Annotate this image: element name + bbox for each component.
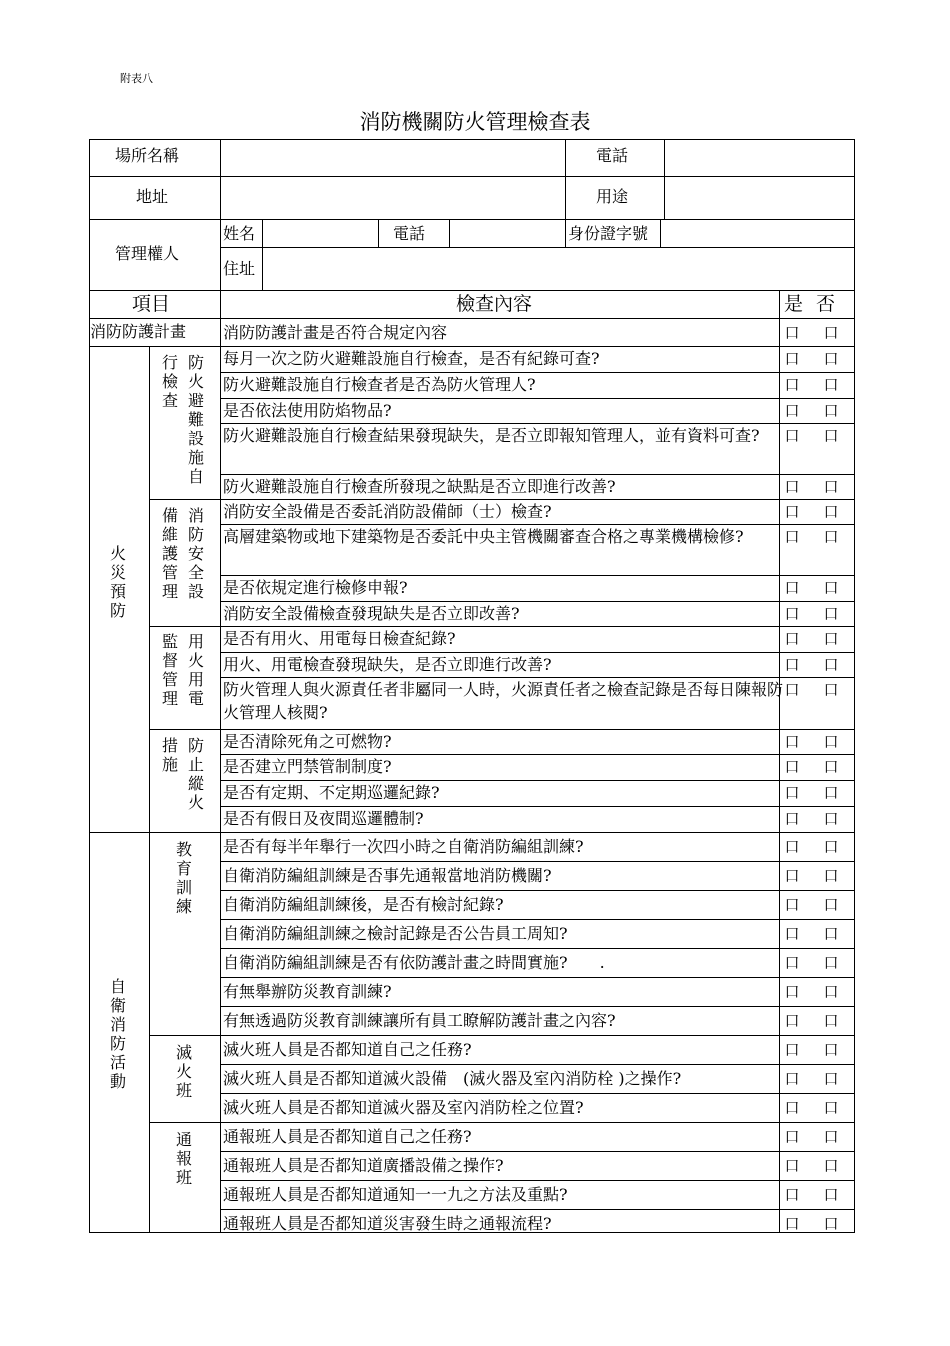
group-label: 班 xyxy=(175,1168,192,1187)
yes-checkbox: 口 xyxy=(784,503,800,521)
yes-checkbox: 口 xyxy=(784,1128,800,1146)
group-label: 管 xyxy=(161,563,178,582)
yes-checkbox: 口 xyxy=(784,605,800,623)
group-label: 理 xyxy=(161,689,178,708)
group-label: 難 xyxy=(187,410,204,429)
question-text: 防火避難設施自行檢查者是否為防火管理人? xyxy=(223,375,536,394)
group-label: 滅 xyxy=(175,1043,192,1062)
question-text: 通報班人員是否都知道災害發生時之通報流程? xyxy=(223,1214,552,1233)
no-checkbox: 口 xyxy=(823,681,839,699)
question-text: 高層建築物或地下建築物是否委託中央主管機關審查合格之專業機構檢修? xyxy=(223,527,744,546)
question-text: 有無透過防災教育訓練讓所有員工瞭解防護計畫之內容? xyxy=(223,1011,616,1030)
question-text: 滅火班人員是否都知道滅火器及室內消防栓之位置? xyxy=(223,1098,584,1117)
rule-line xyxy=(89,318,855,319)
question-text: 自衛消防編組訓練之檢討記錄是否公告員工周知? xyxy=(223,924,568,943)
yes-checkbox: 口 xyxy=(784,656,800,674)
yes-checkbox: 口 xyxy=(784,478,800,496)
group-label: 防 xyxy=(187,525,204,544)
yes-checkbox: 口 xyxy=(784,528,800,546)
group-label: 理 xyxy=(161,582,178,601)
no-checkbox: 口 xyxy=(823,1012,839,1030)
group-label: 火 xyxy=(187,372,204,391)
no-checkbox: 口 xyxy=(823,1128,839,1146)
rule-line xyxy=(149,1035,220,1036)
column-line xyxy=(449,219,450,247)
label-residence: 住址 xyxy=(223,259,256,278)
yes-checkbox: 口 xyxy=(784,427,800,445)
yes-checkbox: 口 xyxy=(784,925,800,943)
column-line xyxy=(262,219,263,290)
section-label-self-defense: 自 xyxy=(109,977,126,996)
no-checkbox: 口 xyxy=(823,784,839,802)
yes-checkbox: 口 xyxy=(784,1012,800,1030)
label-place-name: 場所名稱 xyxy=(115,146,180,165)
no-checkbox: 口 xyxy=(823,579,839,597)
no-checkbox: 口 xyxy=(823,1157,839,1175)
group-label: 育 xyxy=(175,859,192,878)
question-text: 防火管理人與火源責任者非屬同一人時，火源責任者之檢查記錄是否每日陳報防 xyxy=(223,680,784,699)
yes-checkbox: 口 xyxy=(784,630,800,648)
no-checkbox: 口 xyxy=(823,350,839,368)
group-label: 督 xyxy=(161,651,178,670)
section-label-self-defense: 活 xyxy=(109,1053,126,1072)
yes-checkbox: 口 xyxy=(784,838,800,856)
rule-line xyxy=(220,1209,855,1210)
question-text: 自衛消防編組訓練是否有依防護計畫之時間實施? . xyxy=(223,953,605,972)
no-checkbox: 口 xyxy=(823,1099,839,1117)
column-line xyxy=(779,290,780,1233)
no-checkbox: 口 xyxy=(823,324,839,342)
no-checkbox: 口 xyxy=(823,758,839,776)
section-label-self-defense: 消 xyxy=(109,1015,126,1034)
group-label: 檢 xyxy=(161,372,178,391)
yes-checkbox: 口 xyxy=(784,867,800,885)
rule-line xyxy=(220,1180,855,1181)
question-text: 消防安全設備是否委託消防設備師（士）檢查? xyxy=(223,502,552,521)
yes-checkbox: 口 xyxy=(784,810,800,828)
no-checkbox: 口 xyxy=(823,656,839,674)
question-text: 火管理人核閱? xyxy=(223,703,328,722)
label-phone: 電話 xyxy=(596,146,629,165)
yes-checkbox: 口 xyxy=(784,1215,800,1233)
rule-line xyxy=(149,626,220,627)
yes-checkbox: 口 xyxy=(784,1041,800,1059)
no-checkbox: 口 xyxy=(823,630,839,648)
rule-line xyxy=(149,1122,220,1123)
yes-checkbox: 口 xyxy=(784,681,800,699)
group-label: 通 xyxy=(175,1130,192,1149)
no-checkbox: 口 xyxy=(823,925,839,943)
question-text: 自衛消防編組訓練後，是否有檢討紀錄? xyxy=(223,895,504,914)
group-label: 防 xyxy=(187,736,204,755)
section-label-self-defense: 動 xyxy=(109,1072,126,1091)
yes-checkbox: 口 xyxy=(784,579,800,597)
rule-line xyxy=(220,1035,855,1036)
group-label: 措 xyxy=(161,736,178,755)
group-label: 維 xyxy=(161,525,178,544)
rule-line xyxy=(89,219,855,220)
no-checkbox: 口 xyxy=(823,954,839,972)
section-label-fire-prevention: 火 xyxy=(109,544,126,563)
group-label: 管 xyxy=(161,670,178,689)
section-label-self-defense: 防 xyxy=(109,1034,126,1053)
group-label: 消 xyxy=(187,506,204,525)
rule-line xyxy=(89,176,855,177)
group-label: 教 xyxy=(175,840,192,859)
question-text: 是否有假日及夜間巡邏體制? xyxy=(223,809,424,828)
question-text: 是否清除死角之可燃物? xyxy=(223,732,392,751)
question-text: 是否有用火、用電每日檢查紀錄? xyxy=(223,629,456,648)
label-address: 地址 xyxy=(136,187,169,206)
group-label: 火 xyxy=(175,1062,192,1081)
section-label-fire-prevention: 預 xyxy=(109,582,126,601)
group-label: 安 xyxy=(187,544,204,563)
group-label: 用 xyxy=(187,670,204,689)
section-label-fire-prevention: 災 xyxy=(109,563,126,582)
yes-checkbox: 口 xyxy=(784,733,800,751)
question-text: 是否依規定進行檢修申報? xyxy=(223,578,408,597)
column-item: 項目 xyxy=(132,293,171,315)
group-label: 電 xyxy=(187,689,204,708)
yes-checkbox: 口 xyxy=(784,324,800,342)
rule-line xyxy=(220,1093,855,1094)
rule-line xyxy=(220,1122,855,1123)
question-text: 是否有每半年舉行一次四小時之自衛消防編組訓練? xyxy=(223,837,584,856)
group-label: 火 xyxy=(187,793,204,812)
rule-line xyxy=(220,1064,855,1065)
question-text: 防火避難設施自行檢查所發現之缺點是否立即進行改善? xyxy=(223,477,616,496)
section-label-self-defense: 衛 xyxy=(109,996,126,1015)
rule-line xyxy=(220,247,855,248)
rule-line xyxy=(149,729,220,730)
page-title: 消防機關防火管理檢查表 xyxy=(359,110,591,134)
question-text: 是否有定期、不定期巡邏紀錄? xyxy=(223,783,440,802)
yes-checkbox: 口 xyxy=(784,376,800,394)
yes-checkbox: 口 xyxy=(784,1157,800,1175)
column-line xyxy=(565,139,566,219)
question-text: 滅火班人員是否都知道滅火設備 (滅火器及室內消防栓 )之操作? xyxy=(223,1069,682,1088)
question-text: 防火避難設施自行檢查結果發現缺失，是否立即報知管理人，並有資料可查? xyxy=(223,426,760,445)
group-label: 全 xyxy=(187,563,204,582)
question-text: 通報班人員是否都知道自己之任務? xyxy=(223,1127,472,1146)
no-checkbox: 口 xyxy=(823,838,839,856)
group-label: 監 xyxy=(161,632,178,651)
column-no: 否 xyxy=(816,293,836,315)
no-checkbox: 口 xyxy=(823,733,839,751)
column-line xyxy=(565,219,566,247)
rule-line xyxy=(89,832,855,833)
label-plan: 消防防護計畫 xyxy=(90,322,187,341)
no-checkbox: 口 xyxy=(823,478,839,496)
question-text: 有無舉辦防災教育訓練? xyxy=(223,982,392,1001)
no-checkbox: 口 xyxy=(823,376,839,394)
question-text: 是否依法使用防焰物品? xyxy=(223,401,392,420)
column-line xyxy=(149,346,150,1233)
no-checkbox: 口 xyxy=(823,605,839,623)
group-label: 設 xyxy=(187,429,204,448)
group-label: 設 xyxy=(187,582,204,601)
question-text: 自衛消防編組訓練是否事先通報當地消防機關? xyxy=(223,866,552,885)
group-label: 施 xyxy=(161,755,178,774)
group-label: 施 xyxy=(187,448,204,467)
yes-checkbox: 口 xyxy=(784,350,800,368)
rule-line xyxy=(220,890,855,891)
group-label: 自 xyxy=(187,467,204,486)
rule-line xyxy=(220,1151,855,1152)
yes-checkbox: 口 xyxy=(784,758,800,776)
group-label: 用 xyxy=(187,632,204,651)
section-label-fire-prevention: 防 xyxy=(109,601,126,620)
yes-checkbox: 口 xyxy=(784,402,800,420)
yes-checkbox: 口 xyxy=(784,1186,800,1204)
question-text: 消防安全設備檢查發現缺失是否立即改善? xyxy=(223,604,520,623)
column-line xyxy=(378,219,379,247)
group-label: 行 xyxy=(161,353,178,372)
no-checkbox: 口 xyxy=(823,810,839,828)
column-yes: 是 xyxy=(784,293,804,315)
group-label: 報 xyxy=(175,1149,192,1168)
group-label: 縱 xyxy=(187,774,204,793)
rule-line xyxy=(220,977,855,978)
label-name: 姓名 xyxy=(223,224,256,243)
group-label: 止 xyxy=(187,755,204,774)
question-text: 通報班人員是否都知道通知一一九之方法及重點? xyxy=(223,1185,568,1204)
rule-line xyxy=(220,1006,855,1007)
label-id-number: 身份證字號 xyxy=(568,224,649,243)
group-label: 護 xyxy=(161,544,178,563)
question-text: 用火、用電檢查發現缺失，是否立即進行改善? xyxy=(223,655,552,674)
yes-checkbox: 口 xyxy=(784,896,800,914)
no-checkbox: 口 xyxy=(823,983,839,1001)
group-label: 訓 xyxy=(175,878,192,897)
no-checkbox: 口 xyxy=(823,1186,839,1204)
column-line xyxy=(660,219,661,247)
group-label: 火 xyxy=(187,651,204,670)
label-usage: 用途 xyxy=(596,187,629,206)
annex-label: 附表八 xyxy=(120,72,153,85)
no-checkbox: 口 xyxy=(823,402,839,420)
label-owner-phone: 電話 xyxy=(393,224,426,243)
no-checkbox: 口 xyxy=(823,867,839,885)
column-line xyxy=(220,318,221,1233)
yes-checkbox: 口 xyxy=(784,1070,800,1088)
yes-checkbox: 口 xyxy=(784,1099,800,1117)
yes-checkbox: 口 xyxy=(784,954,800,972)
question-text: 是否建立門禁管制制度? xyxy=(223,757,392,776)
label-owner: 管理權人 xyxy=(115,244,180,263)
yes-checkbox: 口 xyxy=(784,983,800,1001)
rule-line xyxy=(149,499,220,500)
group-label: 避 xyxy=(187,391,204,410)
column-line xyxy=(220,139,221,318)
no-checkbox: 口 xyxy=(823,1070,839,1088)
question-text: 每月一次之防火避難設施自行檢查，是否有紀錄可查? xyxy=(223,349,600,368)
question-text: 通報班人員是否都知道廣播設備之操作? xyxy=(223,1156,504,1175)
group-label: 班 xyxy=(175,1081,192,1100)
no-checkbox: 口 xyxy=(823,427,839,445)
rule-line xyxy=(220,948,855,949)
group-label: 練 xyxy=(175,897,192,916)
no-checkbox: 口 xyxy=(823,528,839,546)
no-checkbox: 口 xyxy=(823,503,839,521)
rule-line xyxy=(220,919,855,920)
group-label: 防 xyxy=(187,353,204,372)
question-text: 滅火班人員是否都知道自己之任務? xyxy=(223,1040,472,1059)
group-label: 查 xyxy=(161,391,178,410)
no-checkbox: 口 xyxy=(823,1041,839,1059)
column-content: 檢查內容 xyxy=(456,293,533,315)
no-checkbox: 口 xyxy=(823,1215,839,1233)
plan-question: 消防防護計畫是否符合規定內容 xyxy=(223,323,448,342)
column-line xyxy=(664,139,665,219)
group-label: 備 xyxy=(161,506,178,525)
rule-line xyxy=(220,861,855,862)
yes-checkbox: 口 xyxy=(784,784,800,802)
rule-line xyxy=(89,290,855,291)
no-checkbox: 口 xyxy=(823,896,839,914)
